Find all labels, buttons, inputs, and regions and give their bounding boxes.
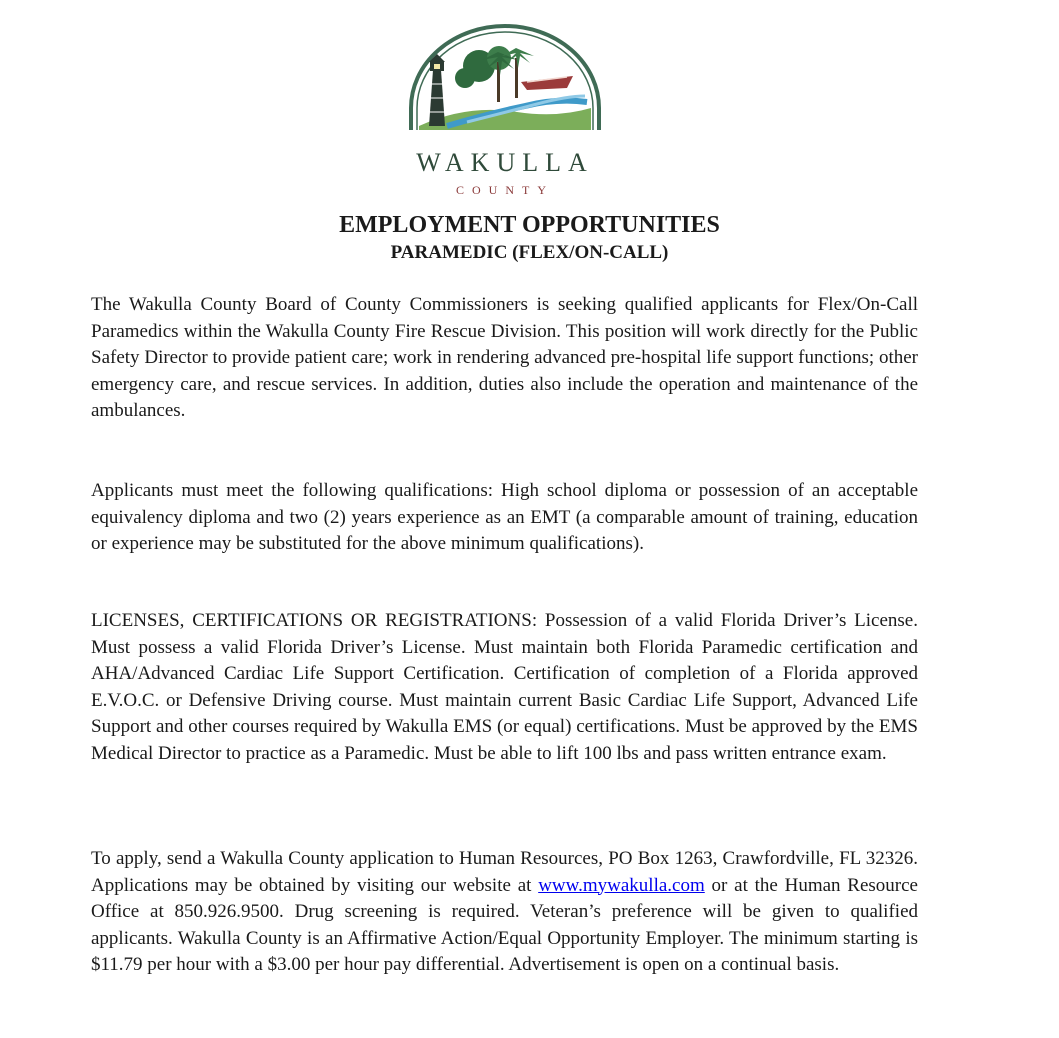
position-title: PARAMEDIC (FLEX/ON-CALL) bbox=[390, 242, 669, 263]
logo-name: WAKULLA bbox=[416, 148, 594, 177]
apply-text-after: or at the Human Resource Office at 850.926.9500. Drug screening is required. Veteran’s preference will be given to qualified applicants. Wakulla County is an Affirmative Action/Equal Opportunity Employer. The minimum starting is $11.79 per hour with a $3.00 per hour pay differential. Advertisement is open on a continual basis. bbox=[91, 874, 918, 975]
page-title: EMPLOYMENT OPPORTUNITIES bbox=[339, 212, 720, 238]
description-paragraph: The Wakulla County Board of County Commissioners is seeking qualified applicants for Flex/On-Call Paramedics within the Wakulla County Fire Rescue Division. This position will work directly for the Public Safety Director to provide patient care; work in rendering advanced pre-hospital life support functions; other emergency care, and rescue services. In addition, duties also include the operation and maintenance of the ambulances. bbox=[91, 294, 918, 421]
apply-paragraph bbox=[91, 846, 918, 979]
licenses-paragraph: LICENSES, CERTIFICATIONS OR REGISTRATIONS: Possession of a valid Florida Driver’s License. Must possess a valid Florida Driver’s License. Must maintain both Florida Paramedic certification and AHA/Advanced Cardiac Life Support Certification. Certification of completion of a Florida approved E.V.O.C. or Defensive Driving course. Must maintain current Basic Cardiac Life Support, Advanced Life Support and other courses required by Wakulla EMS (or equal) certifications. Must be approved by the EMS Medical Director to practice as a Paramedic. Must be able to lift 100 lbs and pass written entrance exam. bbox=[91, 610, 918, 764]
apply-text-before: To apply, send a Wakulla County application to Human Resources, PO Box 1263, Crawfordville, FL 32326. Applications may be obtained by visiting our website at bbox=[91, 848, 918, 896]
qualifications-paragraph: Applicants must meet the following qualifications: High school diploma or possession of an acceptable equivalency diploma and two (2) years experience as an EMT (a comparable amount of training, education or experience may be substituted for the above minimum qualifications). bbox=[91, 480, 918, 554]
website-link[interactable]: www.mywakulla.com bbox=[538, 874, 705, 896]
logo-subtitle: COUNTY bbox=[456, 183, 554, 197]
wakulla-county-logo bbox=[407, 22, 603, 197]
logo-emblem-icon bbox=[407, 22, 603, 152]
